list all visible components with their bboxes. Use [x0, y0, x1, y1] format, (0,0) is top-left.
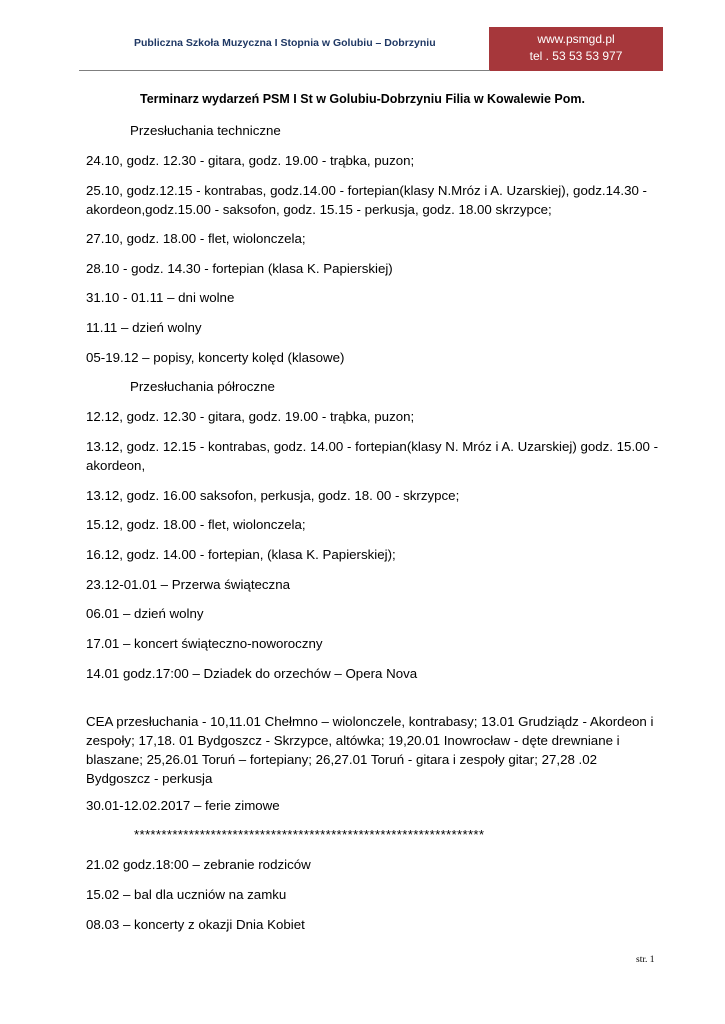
separator-stars: ****************************************************************: [134, 827, 485, 842]
schedule-line: 11.11 – dzień wolny: [86, 320, 202, 335]
document-title: Terminarz wydarzeń PSM I St w Golubiu-Dobrzyniu Filia w Kowalewie Pom.: [140, 92, 585, 106]
schedule-line: 24.10, godz. 12.30 - gitara, godz. 19.00 - trąbka, puzon;: [86, 153, 415, 168]
schedule-line: 28.10 - godz. 14.30 - fortepian (klasa K. Papierskiej): [86, 261, 393, 276]
cea-paragraph: CEA przesłuchania - 10,11.01 Chełmno – wiolonczele, kontrabasy; 13.01 Grudziądz - Akordeon i zespoły; 17,18. 01 Bydgoszcz - Skrzypce, altówka; 19,20.01 Inowrocław - dęte drewniane i blaszane; 25,26.01 Toruń – fortepiany; 26,27.01 Toruń - gitara i zespoły gitar; 27,28 .02 Bydgoszcz - perkusja: [86, 714, 654, 786]
website-text: www.psmgd.pl: [537, 32, 615, 46]
schedule-line: 08.03 – koncerty z okazji Dnia Kobiet: [86, 917, 305, 932]
schedule-line: 17.01 – koncert świąteczno-noworoczny: [86, 636, 323, 651]
phone-text: tel . 53 53 53 977: [529, 49, 623, 63]
schedule-line: 15.12, godz. 18.00 - flet, wiolonczela;: [86, 517, 306, 532]
section-heading-semester: Przesłuchania półroczne: [130, 379, 275, 394]
schedule-line: 27.10, godz. 18.00 - flet, wiolonczela;: [86, 231, 306, 246]
schedule-line: 23.12-01.01 – Przerwa świąteczna: [86, 577, 290, 592]
schedule-line: 14.01 godz.17:00 – Dziadek do orzechów – Opera Nova: [86, 666, 418, 681]
schedule-line: 15.02 – bal dla uczniów na zamku: [86, 887, 287, 902]
schedule-line: 06.01 – dzień wolny: [86, 606, 204, 621]
page-number: str. 1: [636, 955, 655, 965]
schedule-line: 05-19.12 – popisy, koncerty kolęd (klasowe): [86, 350, 345, 365]
schedule-line: 25.10, godz.12.15 - kontrabas, godz.14.00 - fortepian(klasy N.Mróz i A. Uzarskiej), godz.14.30 - akordeon,godz.15.00 - saksofon, godz. 15.15 - perkusja, godz. 18.00 skrzypce;: [86, 183, 647, 217]
section-heading-technical: Przesłuchania techniczne: [130, 123, 281, 138]
school-name: Publiczna Szkoła Muzyczna I Stopnia w Golubiu – Dobrzyniu: [134, 37, 436, 49]
contact-box: [489, 27, 663, 71]
schedule-line: 30.01-12.02.2017 – ferie zimowe: [86, 798, 280, 813]
schedule-line: 13.12, godz. 12.15 - kontrabas, godz. 14.00 - fortepian(klasy N. Mróz i A. Uzarskiej) godz. 15.00 - akordeon,: [86, 439, 659, 473]
schedule-line: 31.10 - 01.11 – dni wolne: [86, 290, 235, 305]
schedule-line: 16.12, godz. 14.00 - fortepian, (klasa K. Papierskiej);: [86, 547, 396, 562]
schedule-line: 13.12, godz. 16.00 saksofon, perkusja, godz. 18. 00 - skrzypce;: [86, 488, 460, 503]
schedule-line: 21.02 godz.18:00 – zebranie rodziców: [86, 857, 311, 872]
schedule-line: 12.12, godz. 12.30 - gitara, godz. 19.00 - trąbka, puzon;: [86, 409, 415, 424]
header-divider: [79, 70, 490, 71]
